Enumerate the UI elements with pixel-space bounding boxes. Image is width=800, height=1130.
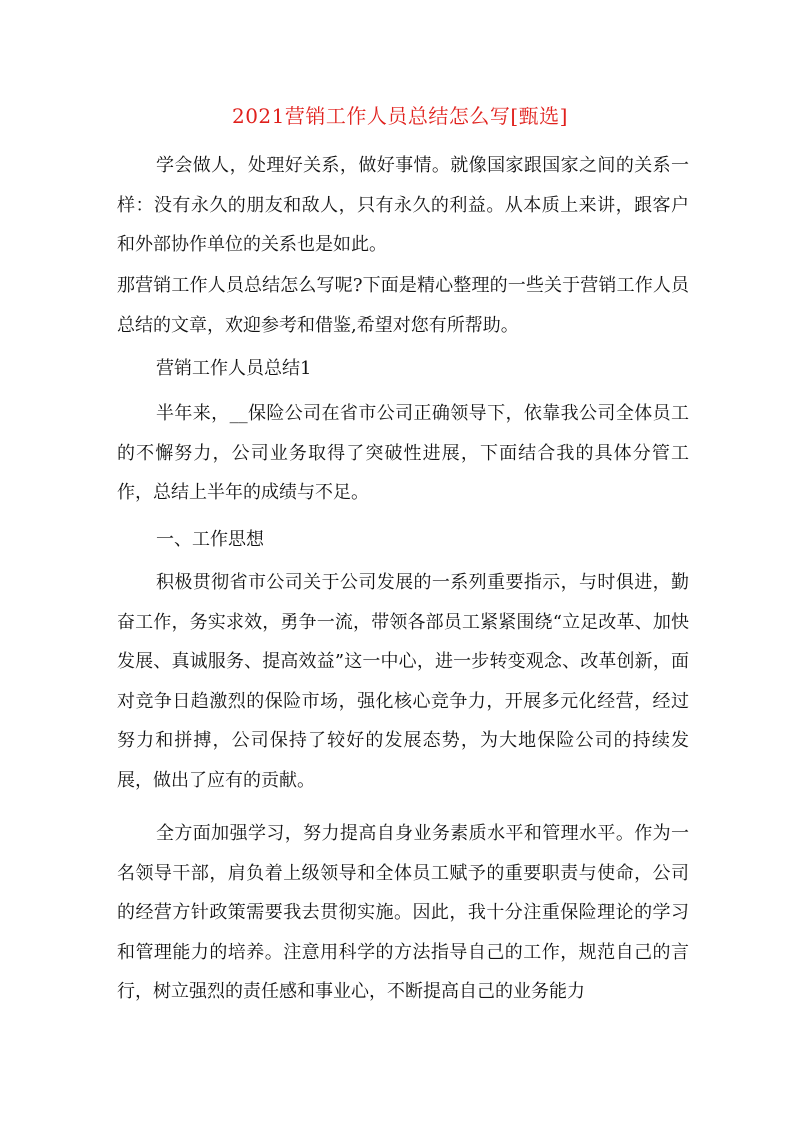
paragraph-study: 全方面加强学习，努力提高自身业务素质水平和管理水平。作为一名领导干部，肩负着上级领导和全体员工赋予的重要职责与使命，公司的经营方针政策需要我去贯彻实施。因此，我十分注重保险理论的学习和管理能力的培养。注意用科学的方法指导自己的工作，规范自己的言行，树立强烈的责任感和事业心，不断提高自己的业务能力 bbox=[117, 823, 689, 1003]
paragraph-lead: 那营销工作人员总结怎么写呢?下面是精心整理的一些关于营销工作人员总结的文章，欢迎参考和借鉴,希望对您有所帮助。 bbox=[117, 275, 689, 336]
section-heading-work-thought: 一、工作思想 bbox=[156, 529, 264, 550]
section-heading-summary-1: 营销工作人员总结1 bbox=[156, 358, 312, 379]
paragraph-half-year: 半年来，__保险公司在省市公司正确领导下，依靠我公司全体员工的不懈努力，公司业务取得了突破性进展，下面结合我的具体分管工作，总结上半年的成绩与不足。 bbox=[117, 403, 689, 504]
document-title: 2021营销工作人员总结怎么写[甄选] bbox=[231, 104, 568, 128]
paragraph-intro: 学会做人，处理好关系，做好事情。就像国家跟国家之间的关系一样：没有永久的朋友和敌人，只有永久的利益。从本质上来讲，跟客户和外部协作单位的关系也是如此。 bbox=[117, 155, 689, 256]
paragraph-work-thought: 积极贯彻省市公司关于公司发展的一系列重要指示，与时俱进，勤奋工作，务实求效，勇争一流，带领各部员工紧紧围绕“立足改革、加快发展、真诚服务、提高效益”这一中心，进一步转变观念、改革创新，面对竞争日趋激烈的保险市场，强化核心竞争力，开展多元化经营，经过努力和拼搏，公司保持了较好的发展态势，为大地保险公司的持续发展，做出了应有的贡献。 bbox=[117, 572, 689, 791]
